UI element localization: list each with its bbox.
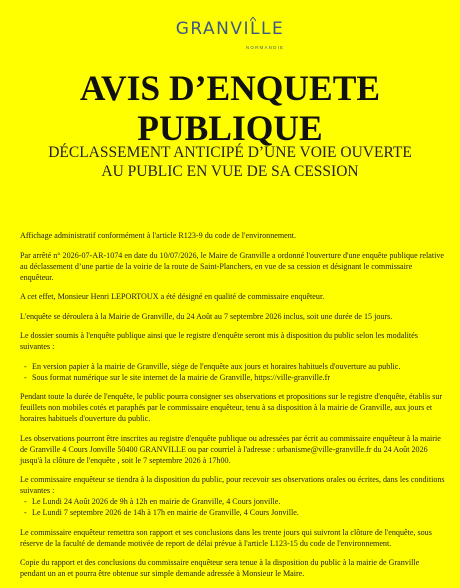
list-item: - En version papier à la mairie de Granville, siège de l'enquête aux jours et horaires habituels d'ouverture au public. — [24, 361, 401, 371]
notice-title: AVIS D’ENQUETE PUBLIQUE — [79, 68, 381, 148]
granville-logo — [0, 19, 460, 50]
paragraph-legal-basis: Affichage administratif conformément à l'article R123-9 du code de l'environnement. — [20, 231, 297, 240]
access-list — [20, 361, 445, 383]
list-item: - Le Lundi 7 septembre 2026 de 14h à 17h en mairie de Granville, 4 Cours Jonville. — [24, 508, 299, 517]
paragraph-decree: Par arrêté n° 2026-07-AR-1074 en date du 10/07/2026, le Maire de Granville a ordonné l'ouverture d'une enquête publique relative au déclassement d’une partie de la voirie de la route de Saint-Planchers, en vue de sa cession et désignant le commissaire enquêteur. — [20, 250, 444, 282]
logo-name: GRANVILLE — [175, 19, 285, 39]
paragraph-submission: Les observations pourront être inscrites au registre d'enquête publique ou adressées par écrit au commissaire enquêteur à la mairie de Granville 4 Cours Jonville 50400 GRANVILLE ou par courriel à l'adresse : urbanisme@ville-granville.fr du 24 Août 2026 jusqu'à la clôture de l'enquête , soit le 7 septembre 2026 à 17h00. — [20, 433, 441, 465]
logo-accent-icon — [250, 17, 256, 22]
notice-subtitle: DÉCLASSEMENT ANTICIPÉ D’UNE VOIE OUVERTE AU PUBLIC EN VUE DE SA CESSION — [48, 144, 412, 180]
paragraph-copy: Copie du rapport et des conclusions du commissaire enquêteur sera tenue à la disposition du public à la mairie de Granville pendant un an et pourra être obtenue sur simple demande adressée à Monsieur le Maire. — [20, 558, 420, 578]
paragraph-dates: L'enquête se déroulera à la Mairie de Granville, du 24 Août au 7 septembre 2026 inclus, soit une durée de 15 jours. — [20, 311, 393, 321]
logo-wordmark — [175, 19, 285, 50]
notice-body — [20, 230, 445, 588]
paragraph-file-access: Le dossier soumis à l'enquête publique ainsi que le registre d'enquête seront mis à disposition du public selon les modalités suivantes : — [20, 331, 418, 351]
paragraph-observations: Pendant toute la durée de l'enquête, le public pourra consigner ses observations et propositions sur le registre d'enquête, établis sur feuillets non mobiles cotés et paraphés par le commissaire enquêteur, tenu à sa disposition à la mairie de Granville, aux jours et horaires habituels d'ouverture du public. — [20, 392, 443, 423]
list-item: - Sous format numérique sur le site internet de la mairie de Granville, https://ville-granville.fr — [24, 372, 331, 382]
permanence-list — [20, 496, 445, 518]
logo-tagline: NORMANDIE — [245, 45, 285, 50]
paragraph-report: Le commissaire enquêteur remettra son rapport et ses conclusions dans les trente jours qui suivront la clôture de l'enquête, sous réserve de la faculté de demande motivée de report de délai prévue à l'article L123-15 du code de l'environnement. — [20, 527, 432, 548]
paragraph-permanences: Le commissaire enquêteur se tiendra à la disposition du public, pour recevoir ses observations orales ou écrites, dans les conditions suivantes : — [20, 475, 445, 495]
paragraph-commissioner: A cet effet, Monsieur Henri LEPORTOUX a été désigné en qualité de commissaire enquêteur. — [20, 292, 325, 301]
list-item: - Le Lundi 24 Août 2026 de 9h à 12h en mairie de Granville, 4 Cours jonville. — [24, 497, 281, 506]
